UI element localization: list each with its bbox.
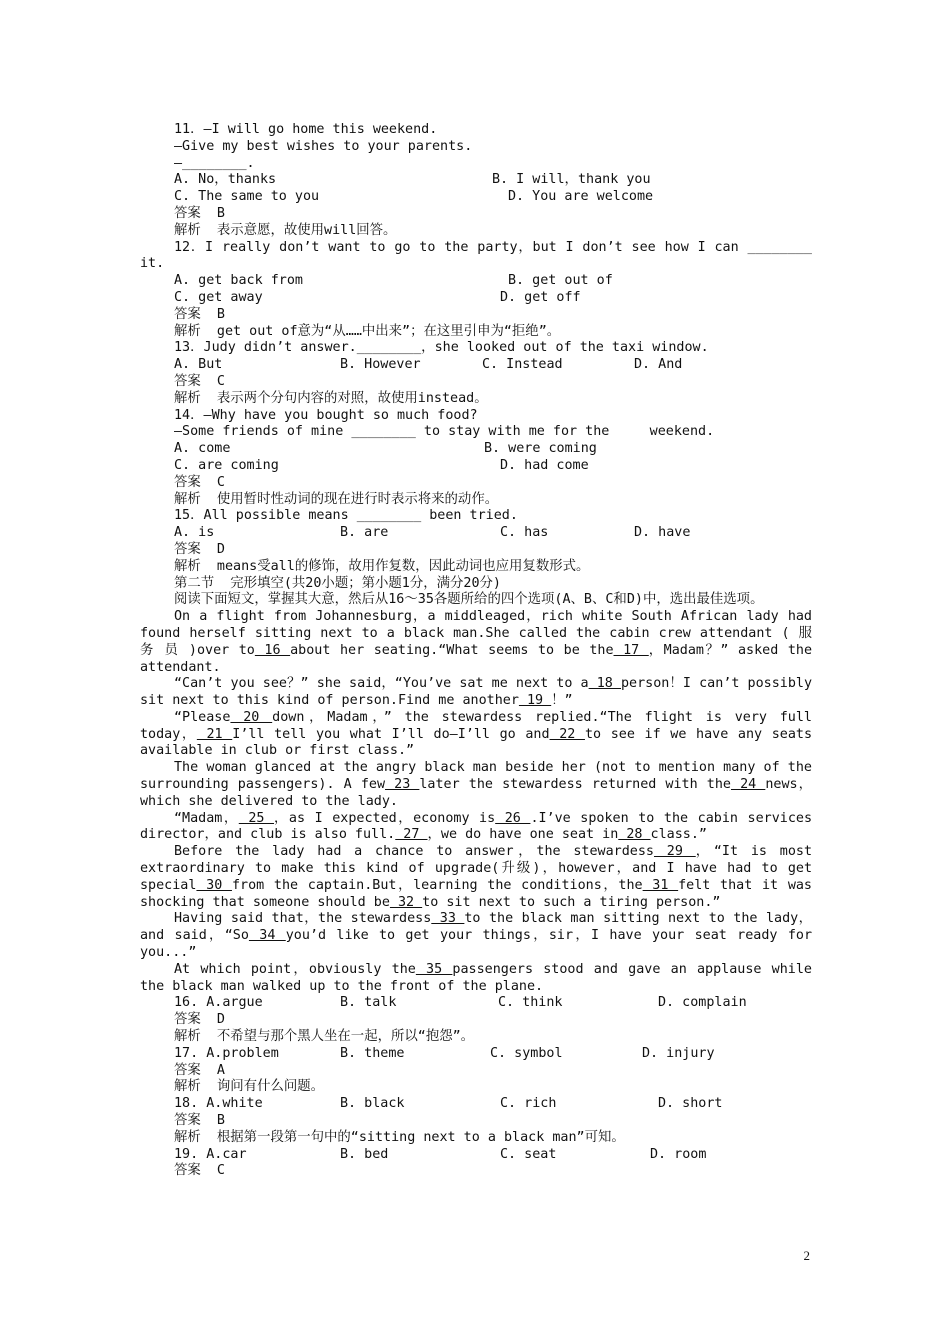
passage-paragraph-3: “Please 20 down，Madam，” the stewardess replied.“The flight is very full today， 21 I’ll tell you what I’ll do—I’ll go and 22 to see if we have any seats available in club or first class.”: [140, 709, 813, 759]
blank-30: 30: [196, 877, 232, 893]
option: D. short: [658, 1096, 723, 1112]
section-heading: 第二节 完形填空(共20小题；第小题1分，满分20分): [174, 575, 501, 591]
analysis: 解析 根据第一段第一句中的“sitting next to a black man”可知。: [174, 1129, 625, 1145]
blank-29: 29: [653, 844, 696, 860]
blank-21: 21: [196, 726, 233, 742]
option: B. I will，thank you: [492, 172, 651, 188]
option: C. are coming: [174, 457, 279, 473]
passage-paragraph-8: At which point，obviously the 35 passengers stood and gave an applause while the black man walked up to the front of the plane.: [140, 961, 812, 994]
answer: 答案 A: [174, 1062, 225, 1078]
answer: 答案 B: [174, 205, 225, 221]
analysis: 解析 使用暂时性动词的现在进行时表示将来的动作。: [174, 491, 499, 507]
question-17-options: [140, 1046, 812, 1063]
option: C. The same to you: [174, 189, 320, 205]
option: D. have: [634, 525, 691, 541]
option: B. However: [340, 357, 421, 373]
option: 17. A.problem: [174, 1045, 279, 1061]
question-14-options: [140, 458, 812, 475]
option: C. Instead: [482, 357, 563, 373]
blank-28: 28: [618, 827, 651, 843]
option: B. get out of: [508, 273, 613, 289]
blank-32: 32: [389, 894, 423, 910]
option: A. get back from: [174, 273, 303, 289]
question-12-stem: 12．I really don’t want to go to the party，but I don’t see how I can ________ it.: [140, 239, 812, 272]
question-16-options: [140, 995, 812, 1012]
option: B. talk: [340, 995, 397, 1011]
blank-19: 19: [518, 693, 552, 709]
option: A. is: [174, 525, 215, 541]
answer: 答案 C: [174, 1163, 225, 1179]
option: C. think: [498, 995, 563, 1011]
question-14-line: —Some friends of mine ________ to stay with me for the weekend.: [174, 424, 715, 440]
question-19-options: [140, 1147, 812, 1164]
question-13-stem: 13．Judy didn’t answer.________，she looked out of the taxi window.: [174, 340, 709, 356]
answer: 答案 D: [174, 541, 225, 557]
blank-23: 23: [385, 777, 420, 793]
option: A. No，thanks: [174, 172, 277, 188]
section-instruction: 阅读下面短文，掌握其大意，然后从16～35各题所给的四个选项(A、B、C和D)中，选出最佳选项。: [174, 592, 764, 608]
blank-35: 35: [415, 961, 453, 977]
blank-27: 27: [395, 827, 428, 843]
option: D. had come: [500, 457, 589, 473]
answer: 答案 B: [174, 306, 225, 322]
analysis: 解析 询问有什么问题。: [174, 1079, 325, 1095]
passage-paragraph-5: “Madam， 25 ，as I expected，economy is 26 .I’ve spoken to the cabin services director，and club is also full. 27 ，we do have one seat in 28 class.”: [140, 810, 813, 843]
analysis: 解析 表示意愿，故使用will回答。: [174, 222, 397, 238]
option: 18. A.white: [174, 1096, 263, 1112]
option: C. symbol: [490, 1045, 563, 1061]
analysis: 解析 不希望与那个黑人坐在一起，所以“抱怨”。: [174, 1029, 475, 1045]
analysis: 解析 表示两个分句内容的对照，故使用instead。: [174, 390, 488, 406]
option: C. rich: [500, 1096, 557, 1112]
passage-paragraph-7: Having said that，the stewardess 33 to the black man sitting next to the lady，and said，“So 34 you’d like to get your things，sir，I have your seat ready for you...”: [140, 911, 813, 961]
question-11-line: —________.: [174, 155, 255, 171]
blank-31: 31: [642, 877, 679, 893]
option: C. get away: [174, 289, 263, 305]
passage-paragraph-4: The woman glanced at the angry black man beside her (not to mention many of the surrounding passengers). A few 23 later the stewardess returned with the 24 news，which she delivered to the lady.: [140, 760, 813, 809]
option: B. black: [340, 1096, 405, 1112]
blank-25: 25: [238, 810, 275, 826]
page-number: 2: [803, 1248, 810, 1263]
question-15-stem: 15．All possible means ________ been tried.: [174, 508, 518, 524]
option: D. complain: [658, 995, 747, 1011]
blank-33: 33: [431, 911, 465, 927]
option: D. And: [634, 357, 683, 373]
page-content: [140, 122, 812, 1180]
option: C. has: [500, 525, 549, 541]
blank-24: 24: [730, 777, 766, 793]
question-11-options: [140, 189, 812, 206]
analysis: 解析 get out of意为“从……中出来”；在这里引申为“拒绝”。: [174, 323, 561, 339]
blank-26: 26: [495, 810, 531, 826]
option: B. bed: [340, 1146, 389, 1162]
option: 19. A.car: [174, 1146, 247, 1162]
question-18-options: [140, 1096, 812, 1113]
answer: 答案 D: [174, 1012, 225, 1028]
answer: 答案 C: [174, 373, 225, 389]
blank-18: 18: [588, 676, 621, 692]
passage-paragraph-6: Before the lady had a chance to answer，the stewardess 29 ，“It is most extraordinary to make this kind of upgrade(升级)，however，and I have had to get special 30 from the captain.But，learning the conditions，the 31 felt that it was shocking that someone should be 32 to sit next to such a tiring person.”: [140, 844, 813, 910]
question-11-stem: 11．—I will go home this weekend.: [174, 122, 438, 137]
question-12-options: [140, 290, 812, 307]
answer: 答案 B: [174, 1113, 225, 1129]
option: 16. A.argue: [174, 995, 263, 1011]
question-11-line: —Give my best wishes to your parents.: [174, 138, 473, 154]
analysis: 解析 means受all的修饰，故用作复数，因此动词也应用复数形式。: [174, 558, 590, 574]
question-14-stem: 14．—Why have you bought so much food?: [174, 407, 478, 423]
question-12-options: [140, 273, 812, 290]
option: D. You are welcome: [508, 189, 654, 205]
option: A. come: [174, 441, 231, 457]
option: B. theme: [340, 1045, 405, 1061]
option: B. are: [340, 525, 389, 541]
option: D. room: [650, 1146, 707, 1162]
option: A. But: [174, 357, 223, 373]
passage-paragraph-1: On a flight from Johannesburg，a middleaged，rich white South African lady had found herself sitting next to a black man.She called the cabin crew attendant ( 服 务 员 )over to 16 about her seating.“What seems to be the 17 ，Madam？” asked the attendant.: [140, 609, 813, 675]
option: C. seat: [500, 1146, 557, 1162]
blank-16: 16: [254, 642, 291, 658]
option: D. injury: [642, 1045, 715, 1061]
blank-34: 34: [248, 928, 286, 944]
question-11-options: [140, 172, 812, 189]
question-15-options: [140, 525, 812, 542]
answer: 答案 C: [174, 474, 225, 490]
question-14-options: [140, 441, 812, 458]
blank-17: 17: [613, 642, 649, 658]
option: B. were coming: [484, 441, 597, 457]
question-13-options: [140, 357, 812, 374]
passage-paragraph-2: “Can’t you see？” she said，“You’ve sat me next to a 18 person！I can’t possibly sit next to this kind of person.Find me another 19 ！”: [140, 676, 813, 709]
option: D. get off: [500, 289, 581, 305]
blank-20: 20: [230, 709, 273, 725]
blank-22: 22: [549, 726, 585, 742]
